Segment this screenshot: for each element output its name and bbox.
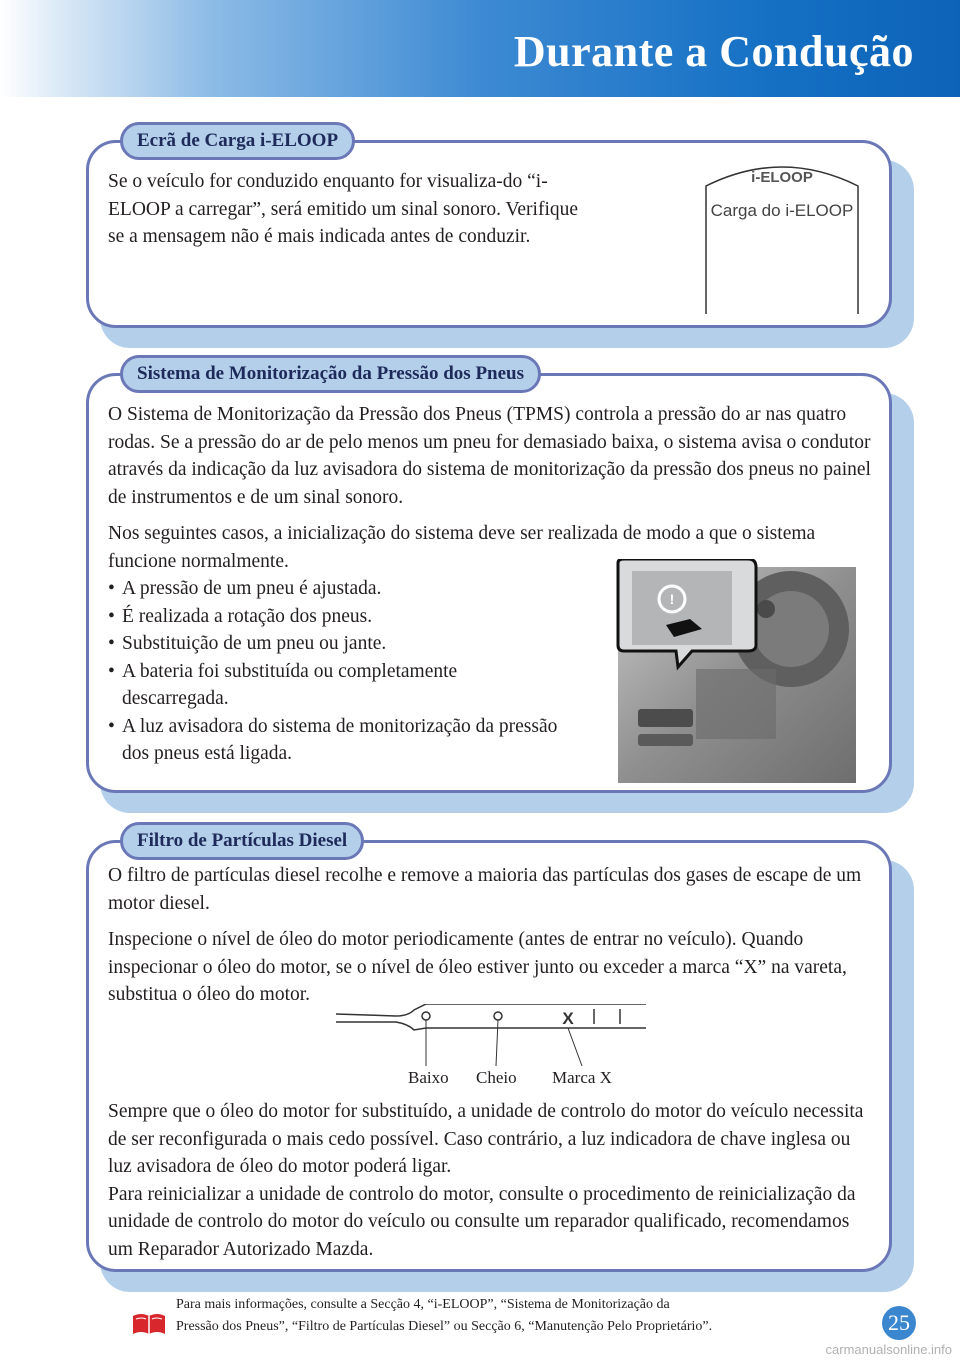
eloop-text: [108, 168, 588, 260]
paragraph: O filtro de partículas diesel recolhe e remove a maioria das partículas dos gases de escape de um motor diesel.: [108, 865, 862, 914]
chapter-title: Durante a Condução: [513, 27, 914, 76]
dipstick-label-full: Cheio: [476, 1068, 517, 1087]
dpf-text-upper: [108, 862, 878, 1018]
eloop-charge-label: Carga do i-ELOOP: [710, 201, 854, 220]
manual-book-icon: [132, 1312, 166, 1336]
eloop-logo: i-ELOOP: [751, 169, 813, 186]
paragraph: Para reinicializar a unidade de controlo do motor, consulte o procedimento de reinicialização da unidade de controlo do motor do veículo ou consulte um reparador qualificado, recomendamos um Reparador Autorizado Mazda.: [108, 1183, 856, 1260]
dipstick-label-x: Marca X: [552, 1068, 612, 1087]
list-item: • A pressão de um pneu é ajustada.: [108, 575, 558, 603]
section-eloop: [86, 130, 914, 328]
list-item: • A bateria foi substituída ou completamente descarregada.: [108, 658, 558, 713]
paragraph: O Sistema de Monitorização da Pressão dos Pneus (TPMS) controla a pressão do ar nas quatro rodas. Se a pressão do ar de pelo menos um pneu for demasiado baixa, o sistema avisa o condutor através da indicação da luz avisadora do sistema de monitorização da pressão dos pneus no painel de instrumentos e de um sinal sonoro.: [108, 404, 871, 508]
page-header: [0, 0, 960, 97]
page-number: 25: [882, 1306, 916, 1340]
paragraph: Nos seguintes casos, a inicialização do sistema deve ser realizada de modo a que o sistema funcione normalmente.: [108, 523, 816, 572]
section-tab-eloop: Ecrã de Carga i-ELOOP: [120, 122, 355, 160]
footnote-line: Para mais informações, consulte a Secção 4, “i-ELOOP”, “Sistema de Monitorização da: [176, 1297, 670, 1312]
section-tpms: [86, 363, 914, 793]
section-tab-tpms: Sistema de Monitorização da Pressão dos Pneus: [120, 355, 541, 393]
tpms-switch-photo: [606, 559, 856, 783]
list-item: • Substituição de um pneu ou jante.: [108, 630, 558, 658]
dipstick-label-low: Baixo: [408, 1068, 449, 1087]
eloop-display-illustration: [704, 156, 860, 314]
section-dpf: [86, 830, 914, 1272]
footnote-line: Pressão dos Pneus”, “Filtro de Partículas Diesel” ou Secção 6, “Manutenção Pelo Proprietário”.: [176, 1319, 713, 1334]
svg-text:!: !: [669, 591, 675, 607]
list-item: • É realizada a rotação dos pneus.: [108, 603, 558, 631]
watermark: carmanualsonline.info: [825, 1342, 952, 1357]
dipstick-x-mark: X: [562, 1009, 574, 1028]
paragraph: Inspecione o nível de óleo do motor periodicamente (antes de entrar no veículo). Quando inspecionar o óleo do motor, se o nível de óleo estiver junto ou exceder a marca “X” na vareta, substitua o óleo do motor.: [108, 929, 847, 1005]
paragraph: Sempre que o óleo do motor for substituído, a unidade de controlo do motor do veículo necessita de ser reconfigurada o mais cedo possível. Caso contrário, a luz indicadora de chave inglesa ou luz avisadora de óleo do motor poderá ligar.: [108, 1101, 864, 1177]
paragraph: Se o veículo for conduzido enquanto for visualiza-do “i-ELOOP a carregar”, será emitido um sinal sonoro. Verifique se a mensagem não é mais indicada antes de conduzir.: [108, 171, 579, 247]
tpms-bullet-list: [108, 575, 558, 768]
section-tab-dpf: Filtro de Partículas Diesel: [120, 822, 364, 860]
list-item: • A luz avisadora do sistema de monitorização da pressão dos pneus está ligada.: [108, 713, 558, 768]
reference-footnote: [176, 1294, 876, 1338]
dpf-text-lower: [108, 1098, 878, 1272]
